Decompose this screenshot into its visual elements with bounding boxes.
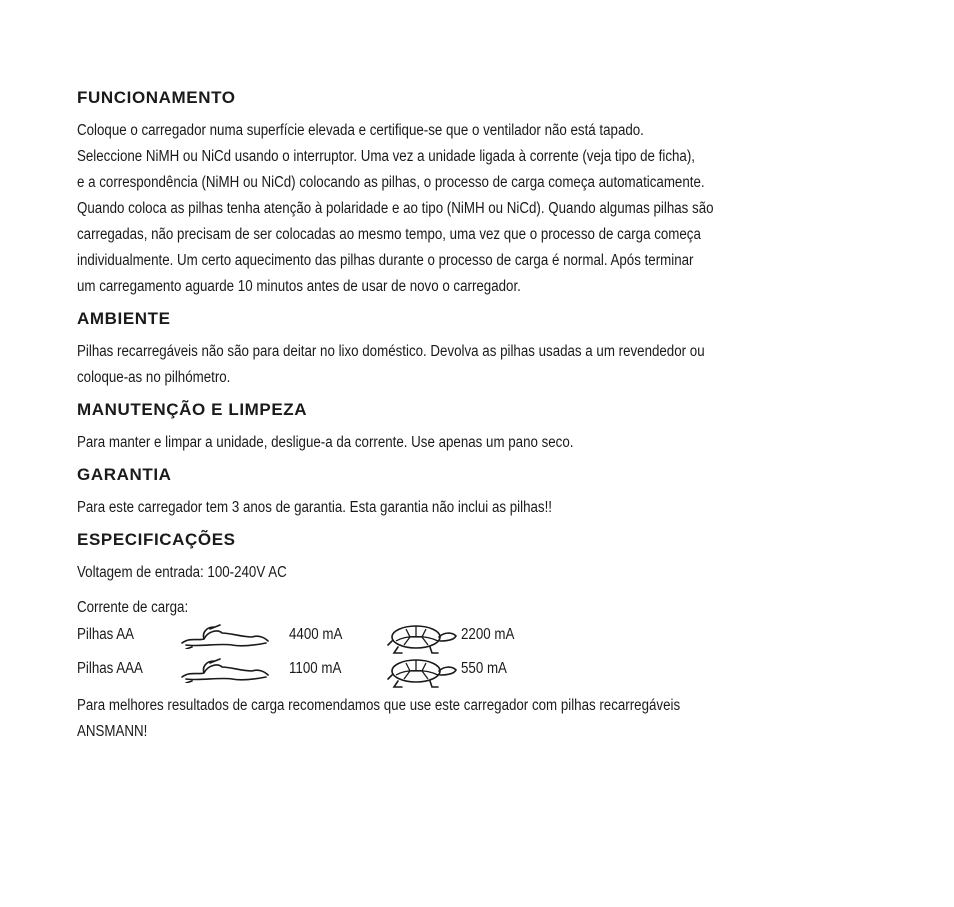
text-line: Quando coloca as pilhas tenha atenção à polaridade e ao tipo (NiMH ou NiCd). Quando algumas pilhas são [77, 200, 714, 217]
text-line: carregadas, não precisam de ser colocadas ao mesmo tempo, uma vez que o processo de carga começa [77, 226, 701, 243]
slow-current-value: 550 mA [461, 660, 507, 677]
hare-icon [180, 657, 270, 683]
manual-page [77, 86, 897, 752]
text-line: Seleccione NiMH ou NiCd usando o interruptor. Uma vez a unidade ligada à corrente (veja tipo de ficha), [77, 148, 695, 165]
spec-row-aa [77, 623, 897, 657]
heading-garantia: GARANTIA [77, 465, 172, 484]
text-line: Para melhores resultados de carga recomendamos que use este carregador com pilhas recarregáveis [77, 697, 681, 714]
battery-type-label: Pilhas AA [77, 626, 135, 643]
heading-funcionamento: FUNCIONAMENTO [77, 88, 236, 107]
heading-especificacoes: ESPECIFICAÇÕES [77, 530, 236, 549]
heading-manutencao: MANUTENÇÃO E LIMPEZA [77, 400, 308, 419]
text-line: coloque-as no pilhómetro. [77, 369, 231, 386]
text-line: um carregamento aguarde 10 minutos antes de usar de novo o carregador. [77, 278, 521, 295]
fast-current-value: 1100 mA [289, 660, 342, 677]
slow-current-value: 2200 mA [461, 626, 515, 643]
current-label: Corrente de carga: [77, 599, 189, 616]
fast-current-value: 4400 mA [289, 626, 343, 643]
turtle-icon [384, 623, 460, 655]
paragraph-ambiente [77, 339, 877, 391]
text-line: Para este carregador tem 3 anos de garantia. Esta garantia não inclui as pilhas!! [77, 499, 552, 516]
hare-icon [180, 623, 270, 649]
paragraph-manutencao [77, 430, 877, 456]
text-line: Coloque o carregador numa superfície elevada e certifique-se que o ventilador não está tapado. [77, 122, 644, 139]
spec-row-aaa [77, 657, 897, 691]
text-line: ANSMANN! [77, 723, 148, 740]
voltage-spec: Voltagem de entrada: 100-240V AC [77, 564, 287, 581]
turtle-icon [384, 657, 460, 689]
text-line: Para manter e limpar a unidade, desligue-a da corrente. Use apenas um pano seco. [77, 434, 574, 451]
text-line: Pilhas recarregáveis não são para deitar no lixo doméstico. Devolva as pilhas usadas a um revendedor ou [77, 343, 705, 360]
battery-type-label: Pilhas AAA [77, 660, 143, 677]
paragraph-funcionamento [77, 118, 877, 300]
text-line: individualmente. Um certo aquecimento das pilhas durante o processo de carga é normal. Após terminar [77, 252, 694, 269]
paragraph-garantia [77, 495, 877, 521]
text-line: e a correspondência (NiMH ou NiCd) colocando as pilhas, o processo de carga começa automaticamente. [77, 174, 705, 191]
heading-ambiente: AMBIENTE [77, 309, 171, 328]
paragraph-closing [77, 693, 877, 745]
